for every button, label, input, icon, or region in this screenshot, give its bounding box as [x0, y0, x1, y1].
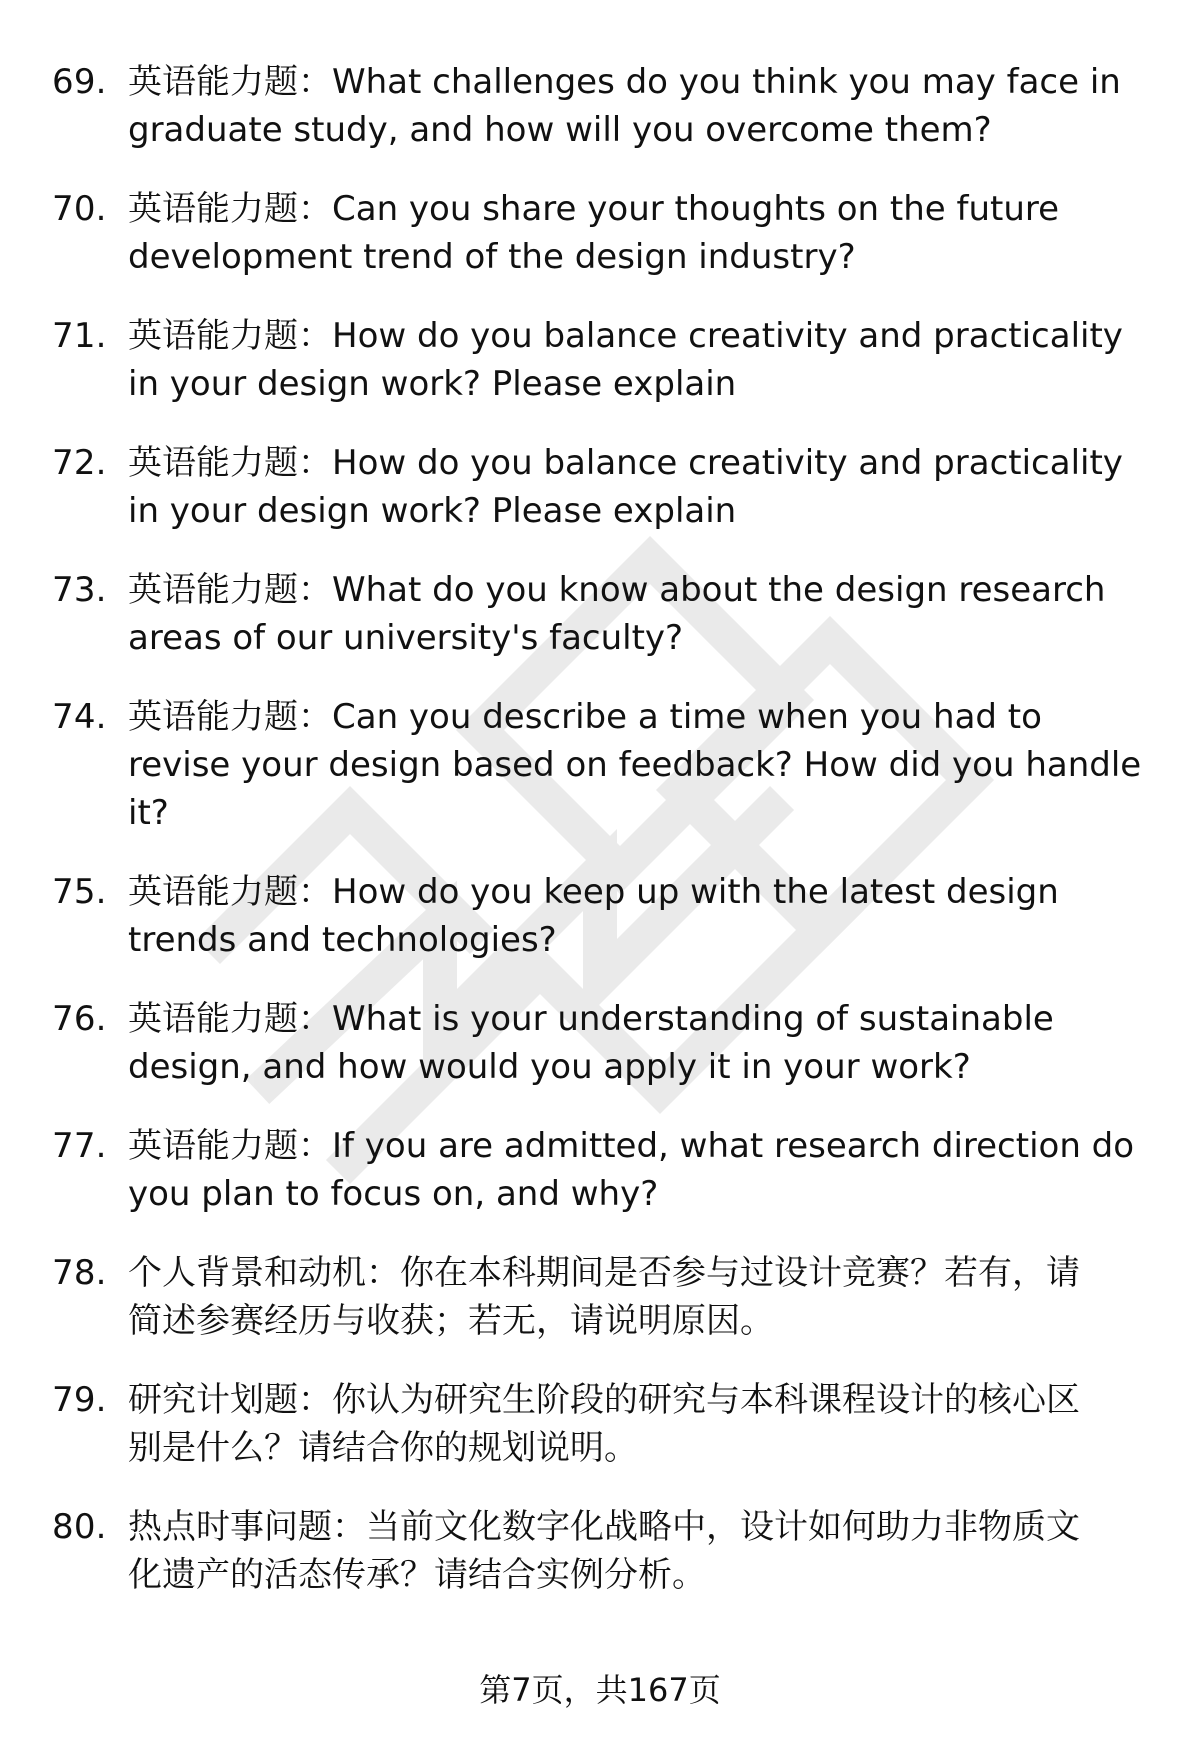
question-text	[128, 185, 1162, 281]
question-number: 71.	[52, 316, 107, 356]
question-item	[52, 185, 1162, 281]
question-number: 80.	[52, 1507, 107, 1547]
question-item	[52, 58, 1162, 154]
question-line: 研究计划题：你认为研究生阶段的研究与本科课程设计的核心区	[128, 1380, 1080, 1420]
question-text	[128, 1376, 1162, 1472]
question-line: 英语能力题：How do you keep up with the latest design	[128, 872, 1059, 912]
question-text	[128, 312, 1162, 408]
question-line: 英语能力题：How do you balance creativity and practicality	[128, 443, 1123, 483]
question-line: 英语能力题：If you are admitted, what research direction do	[128, 1126, 1135, 1166]
question-number: 78.	[52, 1253, 107, 1293]
question-line: trends and technologies?	[128, 920, 557, 960]
question-line: 简述参赛经历与收获；若无，请说明原因。	[128, 1301, 774, 1341]
question-item	[52, 566, 1162, 662]
question-number: 77.	[52, 1126, 107, 1166]
question-line: development trend of the design industry?	[128, 237, 856, 277]
question-number: 69.	[52, 62, 107, 102]
question-item	[52, 868, 1162, 964]
question-line: 化遗产的活态传承？请结合实例分析。	[128, 1555, 706, 1595]
question-text	[128, 58, 1162, 154]
question-number: 79.	[52, 1380, 107, 1420]
question-item	[52, 693, 1162, 837]
question-line: in your design work? Please explain	[128, 491, 737, 531]
question-line: 个人背景和动机：你在本科期间是否参与过设计竞赛？若有，请	[128, 1253, 1080, 1293]
question-line: in your design work? Please explain	[128, 364, 737, 404]
question-text	[128, 1249, 1162, 1345]
question-line: 别是什么？请结合你的规划说明。	[128, 1428, 638, 1468]
question-number: 74.	[52, 697, 107, 737]
question-number: 75.	[52, 872, 107, 912]
question-line: 英语能力题：What do you know about the design research	[128, 570, 1106, 610]
question-item	[52, 995, 1162, 1091]
question-text	[128, 868, 1162, 964]
question-line: areas of our university's faculty?	[128, 618, 684, 658]
question-number: 73.	[52, 570, 107, 610]
question-item	[52, 312, 1162, 408]
question-text	[128, 566, 1162, 662]
question-line: it?	[128, 793, 169, 833]
question-text	[128, 1122, 1162, 1218]
question-text	[128, 693, 1162, 837]
question-item	[52, 1376, 1162, 1472]
question-item	[52, 1249, 1162, 1345]
question-line: revise your design based on feedback? How did you handle	[128, 745, 1142, 785]
question-line: you plan to focus on, and why?	[128, 1174, 659, 1214]
question-text	[128, 995, 1162, 1091]
page-footer: 第7页，共167页	[479, 1671, 721, 1709]
question-text	[128, 1503, 1162, 1599]
question-number: 70.	[52, 189, 107, 229]
question-line: 英语能力题：What is your understanding of sustainable	[128, 999, 1054, 1039]
question-line: 英语能力题：What challenges do you think you may face in	[128, 62, 1121, 102]
question-number: 76.	[52, 999, 107, 1039]
question-line: 英语能力题：Can you describe a time when you had to	[128, 697, 1042, 737]
question-item	[52, 439, 1162, 535]
question-item	[52, 1122, 1162, 1218]
question-text	[128, 439, 1162, 535]
question-line: 热点时事问题：当前文化数字化战略中，设计如何助力非物质文	[128, 1507, 1080, 1547]
question-number: 72.	[52, 443, 107, 483]
question-item	[52, 1503, 1162, 1599]
question-list	[52, 58, 1162, 1630]
question-line: graduate study, and how will you overcome them?	[128, 110, 992, 150]
question-line: design, and how would you apply it in your work?	[128, 1047, 971, 1087]
question-line: 英语能力题：Can you share your thoughts on the future	[128, 189, 1060, 229]
question-line: 英语能力题：How do you balance creativity and practicality	[128, 316, 1123, 356]
